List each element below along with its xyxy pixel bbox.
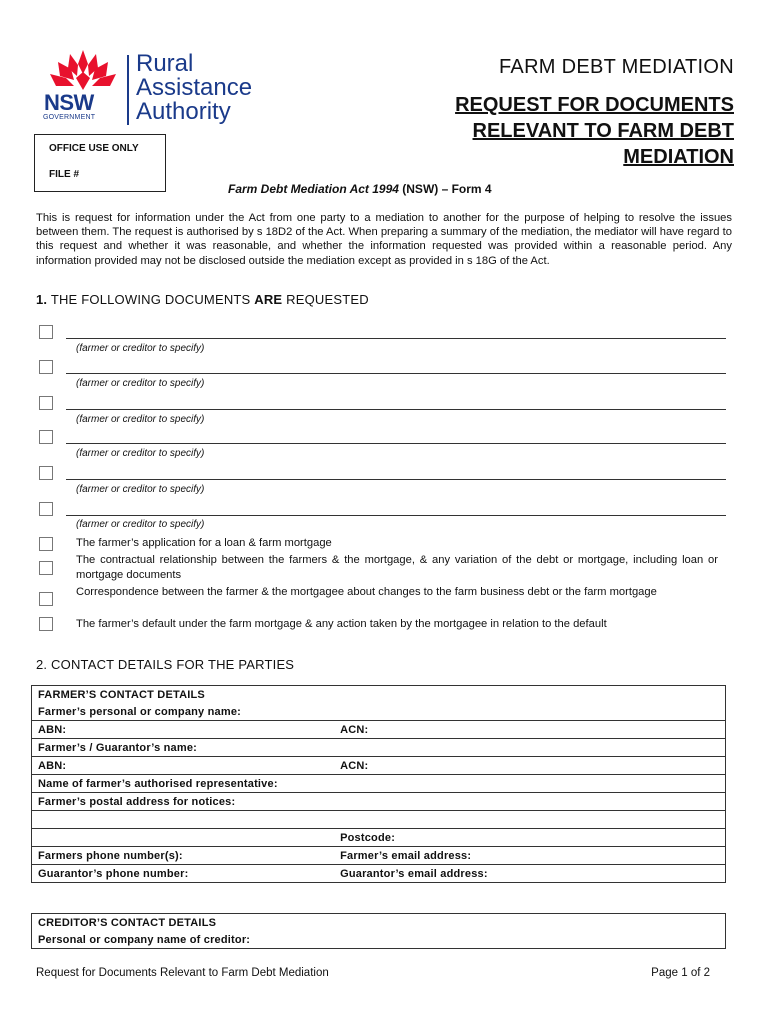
specify-hint: (farmer or creditor to specify) xyxy=(76,378,205,389)
option-label-loan-application: The farmer’s application for a loan & farm mortgage xyxy=(76,537,332,549)
office-use-box xyxy=(34,134,166,192)
document-checkbox-4[interactable] xyxy=(39,430,53,444)
farmer-phone-field[interactable]: Farmers phone number(s): xyxy=(32,847,335,865)
section-2-heading: 2. CONTACT DETAILS FOR THE PARTIES xyxy=(36,657,295,672)
option-checkbox-contractual-relationship[interactable] xyxy=(39,561,53,575)
farmer-acn-field[interactable]: ACN: xyxy=(334,721,725,739)
option-checkbox-correspondence[interactable] xyxy=(39,592,53,606)
option-label-contractual-relationship: The contractual relationship between the farmers & the mortgage, & any variation of the debt or mortgage, including loan or mortgage documents xyxy=(76,554,718,581)
form-category-title: FARM DEBT MEDIATION xyxy=(499,56,734,78)
creditor-contact-table xyxy=(31,913,726,949)
creditor-contact-heading: CREDITOR’S CONTACT DETAILS xyxy=(32,914,726,932)
guarantor-abn-field[interactable]: ABN: xyxy=(32,757,335,775)
file-number-label: FILE # xyxy=(49,169,80,180)
farmer-name-field[interactable]: Farmer’s personal or company name: xyxy=(32,703,726,721)
postal-address-field[interactable]: Farmer’s postal address for notices: xyxy=(32,793,726,811)
guarantor-phone-field[interactable]: Guarantor’s phone number: xyxy=(32,865,335,883)
option-label-correspondence: Correspondence between the farmer & the mortgagee about changes to the farm business debt or the farm mortgage xyxy=(76,586,657,598)
office-use-label: OFFICE USE ONLY xyxy=(49,143,139,154)
postal-address-line-3[interactable] xyxy=(32,829,335,847)
logo-divider xyxy=(127,55,129,125)
nsw-wordmark: NSW xyxy=(44,90,94,115)
guarantor-name-field[interactable]: Farmer’s / Guarantor’s name: xyxy=(32,739,726,757)
specify-hint: (farmer or creditor to specify) xyxy=(76,343,205,354)
waratah-logo-icon xyxy=(44,48,122,92)
document-input-line-6[interactable] xyxy=(66,515,726,516)
document-checkbox-1[interactable] xyxy=(39,325,53,339)
form-title: REQUEST FOR DOCUMENTS RELEVANT TO FARM DEBT MEDIATION xyxy=(455,94,734,168)
document-input-line-5[interactable] xyxy=(66,479,726,480)
document-checkbox-3[interactable] xyxy=(39,396,53,410)
option-label-default: The farmer’s default under the farm mortgage & any action taken by the mortgagee in relation to the default xyxy=(76,618,607,630)
option-checkbox-default[interactable] xyxy=(39,617,53,631)
creditor-name-field[interactable]: Personal or company name of creditor: xyxy=(32,931,726,949)
document-checkbox-2[interactable] xyxy=(39,360,53,374)
postal-address-line-2[interactable] xyxy=(32,811,726,829)
document-input-line-4[interactable] xyxy=(66,443,726,444)
document-input-line-1[interactable] xyxy=(66,338,726,339)
document-checkbox-5[interactable] xyxy=(39,466,53,480)
specify-hint: (farmer or creditor to specify) xyxy=(76,484,205,495)
page-number: Page 1 of 2 xyxy=(651,967,710,979)
specify-hint: (farmer or creditor to specify) xyxy=(76,519,205,530)
act-reference: Farm Debt Mediation Act 1994 (NSW) – Form 4 xyxy=(228,182,492,196)
specify-hint: (farmer or creditor to specify) xyxy=(76,448,205,459)
farmer-email-field[interactable]: Farmer’s email address: xyxy=(334,847,725,865)
guarantor-email-field[interactable]: Guarantor’s email address: xyxy=(334,865,725,883)
footer-document-title: Request for Documents Relevant to Farm Debt Mediation xyxy=(36,967,329,979)
document-checkbox-6[interactable] xyxy=(39,502,53,516)
government-wordmark: GOVERNMENT xyxy=(43,114,96,121)
farmer-contact-heading: FARMER’S CONTACT DETAILS xyxy=(32,686,726,704)
guarantor-acn-field[interactable]: ACN: xyxy=(334,757,725,775)
document-input-line-3[interactable] xyxy=(66,409,726,410)
org-name: Rural Assistance Authority xyxy=(136,50,253,125)
farmer-contact-table xyxy=(31,685,726,883)
intro-paragraph: This is request for information under the Act from one party to a mediation to another for the purpose of helping to resolve the issues between them. The request is authorised by s 18D2 of the Act. When preparing a summary of the mediation, the mediator will have regard to this request and whether it was reasonable, and whether the information requested was provided within a reasonable period. Any information provided may not be disclosed outside the mediation except as provided in s 18G of the Act. xyxy=(36,212,732,267)
representative-field[interactable]: Name of farmer’s authorised representative: xyxy=(32,775,726,793)
postcode-field[interactable]: Postcode: xyxy=(334,829,725,847)
section-1-heading: 1. THE FOLLOWING DOCUMENTS ARE REQUESTED xyxy=(36,292,369,307)
farmer-abn-field[interactable]: ABN: xyxy=(32,721,335,739)
specify-hint: (farmer or creditor to specify) xyxy=(76,414,205,425)
option-checkbox-loan-application[interactable] xyxy=(39,537,53,551)
document-input-line-2[interactable] xyxy=(66,373,726,374)
